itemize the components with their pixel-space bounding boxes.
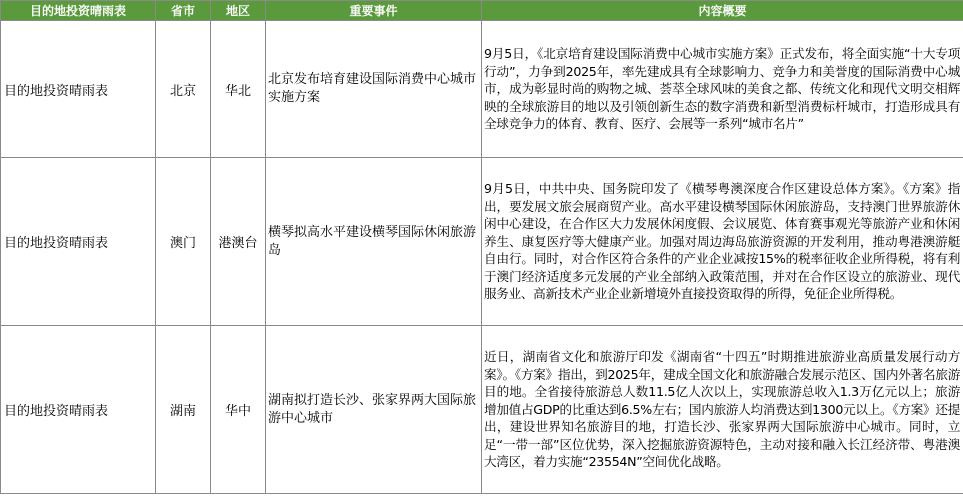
header-summary: 内容概要	[482, 1, 963, 21]
row-province-cell: 湖南	[156, 326, 211, 494]
row-barometer-cell: 目的地投资晴雨表	[1, 326, 156, 494]
header-event: 重要事件	[266, 1, 482, 21]
row-province-cell: 澳门	[156, 158, 211, 326]
row-region-cell: 华北	[211, 21, 266, 158]
row-event-cell: 湖南拟打造长沙、张家界两大国际旅游中心城市	[266, 326, 482, 494]
row-barometer-cell: 目的地投资晴雨表	[1, 21, 156, 158]
row-region-cell: 华中	[211, 326, 266, 494]
table-header-row	[1, 1, 963, 21]
row-barometer-cell: 目的地投资晴雨表	[1, 158, 156, 326]
row-region-cell: 港澳台	[211, 158, 266, 326]
header-region: 地区	[211, 1, 266, 21]
row-summary-cell: 9月5日，《北京培育建设国际消费中心城市实施方案》正式发布，将全面实施“十大专项行动”，力争到2025年，率先建成具有全球影响力、竞争力和美誉度的国际消费中心城市，成为彰显时尚的购物之城、荟萃全球风味的美食之都、传统文化和现代文明交相辉映的全球旅游目的地以及引领创新生态的数字消费和新型消费标杆城市，打造形成具有全球竞争力的体育、教育、医疗、会展等一系列“城市名片”	[482, 21, 963, 158]
header-barometer: 目的地投资晴雨表	[1, 1, 156, 21]
table-row	[1, 158, 963, 326]
row-summary-cell: 近日，湖南省文化和旅游厅印发《湖南省“十四五”时期推进旅游业高质量发展行动方案》。《方案》指出，到2025年，建成全国文化和旅游融合发展示范区、国内外著名旅游目的地。全省接待旅游总人数11.5亿人次以上，实现旅游总收入1.3万亿元以上；旅游增加值占GDP的比重达到6.5%左右；国内旅游人均消费达到1300元以上。《方案》还提出，建设世界知名旅游目的地，打造长沙、张家界两大国际旅游中心城市。同时，立足“一带一部”区位优势，深入挖掘旅游资源特色，主动对接和融入长江经济带、粤港澳大湾区，着力实施“23554N”空间优化战略。	[482, 326, 963, 494]
table-row	[1, 21, 963, 158]
header-province: 省市	[156, 1, 211, 21]
row-event-cell: 横琴拟高水平建设横琴国际休闲旅游岛	[266, 158, 482, 326]
table-row	[1, 326, 963, 494]
row-province-cell: 北京	[156, 21, 211, 158]
row-event-cell: 北京发布培育建设国际消费中心城市实施方案	[266, 21, 482, 158]
row-summary-cell: 9月5日，中共中央、国务院印发了《横琴粤澳深度合作区建设总体方案》。《方案》指出，要发展文旅会展商贸产业。高水平建设横琴国际休闲旅游岛，支持澳门世界旅游休闲中心建设，在合作区大力发展休闲度假、会议展览、体育赛事观光等旅游产业和休闲养生、康复医疗等大健康产业。加强对周边海岛旅游资源的开发利用，推动粤港澳游艇自由行。同时，对合作区符合条件的产业企业减按15%的税率征收企业所得税，将有利于澳门经济适度多元发展的产业全部纳入政策范围，并对在合作区设立的旅游业、现代服务业、高新技术产业企业新增境外直接投资取得的所得，免征企业所得税。	[482, 158, 963, 326]
